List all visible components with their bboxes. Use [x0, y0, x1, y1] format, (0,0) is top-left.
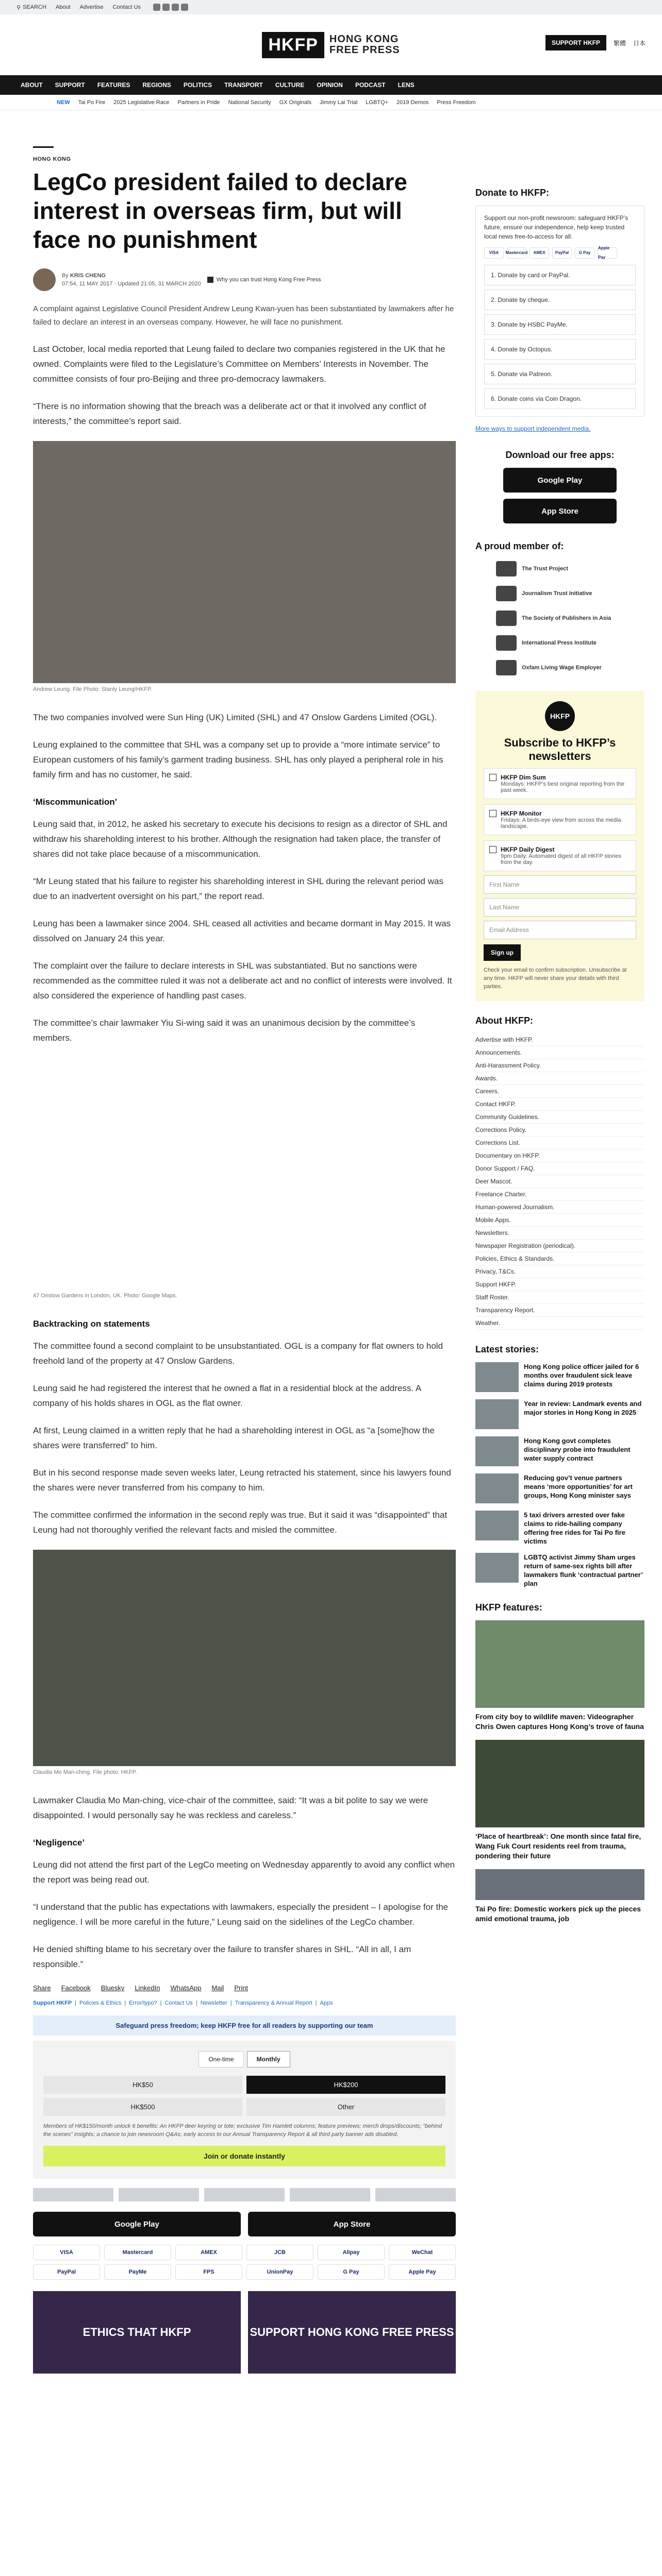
- paragraph: The committee’s chair lawmaker Yiu Si-wing said it was an unanimous decision by the committee’s members.: [33, 1018, 416, 1043]
- payment-logo: Mastercard: [104, 2245, 171, 2260]
- checkbox[interactable]: [489, 810, 496, 817]
- support-button[interactable]: SUPPORT HKFP: [545, 35, 606, 50]
- payment-logo: PayPal: [33, 2264, 100, 2280]
- byline-text: By KRIS CHENG 07:54, 11 MAY 2017 · Updated 21:05, 31 MARCH 2020: [62, 273, 201, 287]
- latest-story[interactable]: [475, 1436, 644, 1466]
- amount-option[interactable]: HK$200: [246, 2076, 445, 2094]
- donate-sidebar-box: [475, 206, 644, 417]
- latest-story[interactable]: [475, 1511, 644, 1546]
- visa-logo: VISA: [484, 247, 504, 259]
- badge-logo: [33, 2188, 113, 2201]
- story-title: Year in review: Landmark events and major stories in Hong Kong in 2025: [524, 1400, 642, 1416]
- nav-regions[interactable]: REGIONS: [142, 81, 171, 89]
- support-banner[interactable]: Safeguard press freedom; keep HKFP free for all readers by supporting our team: [33, 2015, 456, 2036]
- member-heading: A proud member of:: [475, 541, 564, 551]
- nav-podcast[interactable]: PODCAST: [355, 81, 386, 89]
- masthead-actions: [545, 35, 646, 50]
- support-promo[interactable]: SUPPORT HONG KONG FREE PRESS: [248, 2291, 456, 2374]
- story-thumbnail: [475, 1362, 519, 1392]
- payment-logo: JCB: [246, 2245, 313, 2260]
- author-avatar: [33, 268, 56, 291]
- paragraph: He denied shifting blame to his secretary over the failure to transfer shares in SHL. “All in all, I am responsible.”: [33, 1944, 411, 1969]
- signup-button[interactable]: Sign up: [484, 944, 521, 961]
- story-title: Hong Kong police officer jailed for 6 months over fraudulent sick leave claims during 2019 protests: [524, 1363, 639, 1388]
- about-link[interactable]: Support HKFP.: [475, 1278, 644, 1291]
- paypal-logo: PayPal: [552, 247, 572, 259]
- paragraph: “I understand that the public has expectations with lawmakers, especially the president – I apologise for the negligence. I will be more careful in the future,” Leung said on the sidelines of the LegCo chamber.: [33, 1902, 449, 1927]
- trend-link[interactable]: National Security: [228, 99, 271, 106]
- about-link[interactable]: Newsletters.: [475, 1227, 644, 1240]
- feature-image: [475, 1869, 644, 1900]
- trust-project-icon: [496, 561, 517, 577]
- payment-logo: Alipay: [318, 2245, 385, 2260]
- paragraph: Leung said that, in 2012, he asked his secretary to execute his decisions to resign as a director of SHL and withdraw his shareholding interest to his brother. Although the resignation had taken place, the transfer of shares did not take place because of a miscommunication.: [33, 819, 448, 859]
- feature-story[interactable]: [475, 1869, 644, 1924]
- feature-story[interactable]: [475, 1620, 644, 1732]
- story-thumbnail: [475, 1553, 519, 1583]
- hkfp-logo[interactable]: [262, 32, 400, 58]
- section-rule: [33, 146, 54, 148]
- feature-image: [475, 1740, 644, 1827]
- apps-heading: Download our free apps:: [505, 450, 615, 460]
- member-label: The Trust Project: [522, 566, 568, 572]
- badge-logo: [375, 2188, 456, 2201]
- donate-button[interactable]: Join or donate instantly: [43, 2146, 445, 2166]
- donate-option[interactable]: 4. Donate by Octopus.: [484, 339, 636, 360]
- latest-story[interactable]: [475, 1399, 644, 1429]
- ethics-promo[interactable]: ETHICS THAT HKFP: [33, 2291, 241, 2374]
- story-title: 5 taxi drivers arrested over fake claims to ride-hailing company offering free rides for Tai Po fire victims: [524, 1511, 625, 1545]
- latest-story[interactable]: [475, 1362, 644, 1392]
- share-bluesky[interactable]: Bluesky: [101, 1984, 125, 1992]
- payment-logo: PayMe: [104, 2264, 171, 2280]
- about-link[interactable]: Newspaper Registration (periodical).: [475, 1240, 644, 1252]
- donate-heading: Donate to HKFP:: [475, 188, 549, 198]
- trend-link[interactable]: Press Freedom: [437, 99, 476, 106]
- newsletter-note: Check your email to confirm subscription. Unsubscribe at any time. HKFP will never share your details with third parties.: [484, 967, 627, 990]
- member-item[interactable]: [496, 561, 644, 577]
- donate-option[interactable]: 1. Donate by card or PayPal.: [484, 265, 636, 285]
- byline: [33, 268, 456, 291]
- paragraph: But in his second response made seven weeks later, Leung retracted his statement, since his lawyers found the shares were never transferred from his company to him.: [33, 1468, 451, 1493]
- membership-note: Members of HK$150/month unlock 6 benefits: An HKFP deer keyring or tote; exclusive Tim Hamlett columns; feature previews; merch drops/discounts; “behind the scenes” insights; a chance to join newsroom Q&As; early access to our Annual Transparency Report & all third party banner ads disabled.: [43, 2123, 442, 2138]
- trend-link[interactable]: Partners in Pride: [177, 99, 220, 106]
- nav-lens[interactable]: LENS: [398, 81, 415, 89]
- subheading: ‘Miscommunication’: [33, 797, 118, 807]
- sidebar: [475, 188, 644, 1932]
- subheading: Backtracking on statements: [33, 1319, 150, 1329]
- gpay-logo: G Pay: [575, 247, 594, 259]
- footer-link[interactable]: Support HKFP: [33, 2000, 72, 2006]
- latest-story[interactable]: [475, 1553, 644, 1588]
- trend-link[interactable]: 2025 Legislative Race: [113, 99, 170, 106]
- trend-link[interactable]: Jimmy Lai Trial: [319, 99, 358, 106]
- footer-link[interactable]: Apps: [320, 2000, 333, 2006]
- payment-logo: VISA: [33, 2245, 100, 2260]
- about-link[interactable]: Deer Mascot.: [475, 1175, 644, 1188]
- mastercard-logo: Mastercard: [507, 247, 526, 259]
- donate-option[interactable]: 6. Donate coins via Coin Dragon.: [484, 388, 636, 409]
- member-label: International Press Institute: [522, 640, 597, 646]
- publish-date: 07:54, 11 MAY 2017: [62, 281, 113, 287]
- about-link[interactable]: Staff Roster.: [475, 1291, 644, 1304]
- nav-features[interactable]: FEATURES: [97, 81, 130, 89]
- newsletter-box: [475, 691, 644, 1001]
- payment-logo: WeChat: [389, 2245, 456, 2260]
- top-link-about[interactable]: About: [55, 4, 71, 10]
- badge-logo: [119, 2188, 199, 2201]
- about-link[interactable]: Corrections List.: [475, 1137, 644, 1149]
- about-list: [475, 1033, 644, 1330]
- article-footer-links: Support HKFP | Policies & Ethics | Error/typo? | Contact Us | Newsletter | Transparency & Annual Report | Apps: [33, 2000, 333, 2006]
- andrew-leung-photo: [33, 441, 456, 683]
- share-mail[interactable]: Mail: [211, 1984, 224, 1992]
- payment-methods: [33, 2245, 456, 2280]
- about-heading: About HKFP:: [475, 1015, 533, 1026]
- footer-link[interactable]: Transparency & Annual Report: [235, 2000, 312, 2006]
- article: [33, 146, 456, 2374]
- share-linkedin[interactable]: LinkedIn: [135, 1984, 160, 1992]
- donate-text: Support our non-profit newsroom: safeguard HKFP’s future, ensure our independence, help keep trusted local news free-to-access for all.: [484, 214, 628, 240]
- about-link[interactable]: Weather.: [475, 1317, 644, 1330]
- main-nav: [0, 75, 662, 95]
- youtube-icon[interactable]: [181, 4, 188, 11]
- feature-story[interactable]: [475, 1740, 644, 1861]
- about-link[interactable]: Donor Support / FAQ.: [475, 1162, 644, 1175]
- story-thumbnail: [475, 1473, 519, 1503]
- newsletter-option[interactable]: [484, 840, 636, 871]
- donate-options: [484, 265, 636, 409]
- story-title: LGBTQ activist Jimmy Sham urges return of same-sex rights bill after lawmakers flunk ‘contractual partner’ plan: [524, 1553, 643, 1587]
- payment-logo: AMEX: [175, 2245, 242, 2260]
- payment-logo: Apple Pay: [389, 2264, 456, 2280]
- about-link[interactable]: Contact HKFP.: [475, 1098, 644, 1111]
- author-name[interactable]: KRIS CHENG: [70, 273, 106, 279]
- paragraph: At first, Leung claimed in a written reply that he had a shareholding interest in OGL as “a [some]how the shares were transferred” to him.: [33, 1426, 435, 1450]
- instagram-icon[interactable]: [172, 4, 179, 11]
- checkbox[interactable]: [489, 846, 496, 853]
- masthead: [0, 14, 662, 75]
- promo-row: [33, 2291, 456, 2374]
- updated-date: Updated 21:05, 31 MARCH 2020: [118, 281, 201, 287]
- sopa-icon: [496, 611, 517, 626]
- trend-link[interactable]: LGBTQ+: [366, 99, 389, 106]
- about-link[interactable]: Human-powered Journalism.: [475, 1201, 644, 1214]
- badge-logo: [204, 2188, 285, 2201]
- donate-option[interactable]: 2. Donate by cheque.: [484, 290, 636, 310]
- checkbox[interactable]: [489, 774, 496, 781]
- payment-logo: UnionPay: [246, 2264, 313, 2280]
- about-link[interactable]: Corrections Policy.: [475, 1124, 644, 1137]
- paragraph: The committee found a second complaint to be unsubstantiated. OGL is a company for flat owners to hold freehold land of the property at 47 Onslow Gardens.: [33, 1341, 443, 1366]
- about-link[interactable]: Awards.: [475, 1072, 644, 1085]
- top-utility-bar: [0, 0, 662, 14]
- share-facebook[interactable]: Facebook: [61, 1984, 91, 1992]
- member-label: Journalism Trust Initiative: [522, 590, 592, 597]
- nl-desc: Fridays: A birds-eye view from across the media landscape.: [501, 817, 621, 829]
- about-link[interactable]: Anti-Harassment Policy.: [475, 1059, 644, 1072]
- about-link[interactable]: Freelance Charter.: [475, 1188, 644, 1201]
- about-link[interactable]: Advertise with HKFP.: [475, 1033, 644, 1046]
- logo-mark: HKFP: [262, 32, 324, 58]
- story-thumbnail: [475, 1399, 519, 1429]
- feature-title: From city boy to wildlife maven: Videographer Chris Owen captures Hong Kong’s trove of fauna: [475, 1713, 644, 1731]
- paragraph: Lawmaker Claudia Mo Man-ching, vice-chair of the committee, said: “It was a bit polite to say we were disappointed. I would personally say he was reckless and careless.”: [33, 1795, 428, 1820]
- nl-name: HKFP Daily Digest: [501, 846, 555, 853]
- payment-logo: G Pay: [318, 2264, 385, 2280]
- x-icon[interactable]: [162, 4, 170, 11]
- paragraph: The committee confirmed the information in the second reply was true. But it said it was “disappointed” that Leung had not thoroughly verified the relevant facts and misled the committee.: [33, 1510, 448, 1535]
- paragraph: “There is no information showing that the breach was a deliberate act or that it involved any conflict of interests,” the committee’s report said.: [33, 401, 426, 426]
- paragraph: The two companies involved were Sun Hing (UK) Limited (SHL) and 47 Onslow Gardens Limited (OGL).: [33, 713, 437, 722]
- app-store-button[interactable]: App Store: [248, 2212, 456, 2236]
- donate-option[interactable]: 3. Donate by HSBC PayMe.: [484, 314, 636, 335]
- jti-icon: [496, 586, 517, 601]
- more-ways-link[interactable]: More ways to support independent media.: [475, 425, 591, 432]
- nav-about[interactable]: ABOUT: [21, 81, 43, 89]
- nl-desc: Mondays: HKFP’s best original reporting from the past week.: [501, 781, 625, 793]
- feature-image: [475, 1620, 644, 1708]
- footer-link[interactable]: Contact Us: [164, 2000, 193, 2006]
- paragraph: Leung has been a lawmaker since 2004. SHL ceased all activities and became dormant in May 2015. It was dissolved on January 24 this year.: [33, 919, 451, 943]
- mini-payment-logos: [484, 247, 636, 259]
- donate-option[interactable]: 5. Donate via Patreon.: [484, 364, 636, 384]
- photo-caption: 47 Onslow Gardens in London, UK. Photo: Google Maps.: [33, 1293, 177, 1299]
- ipi-icon: [496, 635, 517, 651]
- donate-tabs: [43, 2051, 445, 2067]
- story-thumbnail: [475, 1436, 519, 1466]
- story-title: Hong Kong govt completes disciplinary probe into fraudulent water supply contract: [524, 1437, 631, 1462]
- photo-caption: Andrew Leung. File Photo: Stanly Leung/HKFP.: [33, 686, 152, 692]
- newsletter-heading: Subscribe to HKFP’s newsletters: [504, 736, 616, 762]
- member-badges-row: [33, 2188, 456, 2201]
- last-name-field[interactable]: Last Name: [484, 898, 636, 917]
- tab-one-time[interactable]: One-time: [198, 2051, 243, 2067]
- trust-icon: [207, 277, 213, 283]
- first-name-field[interactable]: First Name: [484, 875, 636, 894]
- about-link[interactable]: Community Guidelines.: [475, 1111, 644, 1124]
- share-print[interactable]: Print: [234, 1984, 249, 1992]
- applepay-logo: Apple Pay: [598, 247, 617, 259]
- subheading: ‘Negligence’: [33, 1838, 85, 1848]
- about-link[interactable]: Mobile Apps.: [475, 1214, 644, 1227]
- photo-caption: Claudia Mo Man-ching. File photo: HKFP.: [33, 1769, 137, 1775]
- footer-link[interactable]: Newsletter: [200, 2000, 227, 2006]
- member-item[interactable]: [496, 635, 644, 651]
- story-title: Reducing gov’t venue partners means ‘more opportunities’ for art groups, Hong Kong minister says: [524, 1474, 633, 1499]
- member-label: Oxfam Living Wage Employer: [522, 665, 602, 671]
- share-label[interactable]: Share: [33, 1984, 51, 1992]
- paragraph: The complaint over the failure to declare interests in SHL was substantiated. But no sanctions were recommended as the committee ruled it was not a deliberate act and no conflict of interests were involved. It also considered the experience of handling past cases.: [33, 961, 452, 1001]
- share-bar: [33, 1984, 456, 1992]
- features-heading: HKFP features:: [475, 1602, 542, 1613]
- member-item[interactable]: [496, 660, 644, 675]
- new-badge: NEW: [57, 99, 70, 106]
- amount-option[interactable]: HK$500: [43, 2098, 242, 2116]
- amount-option[interactable]: Other: [246, 2098, 445, 2116]
- lang-japanese-link[interactable]: 日本: [633, 39, 646, 47]
- amount-option[interactable]: HK$50: [43, 2076, 242, 2094]
- paragraph: Leung did not attend the first part of the LegCo meeting on Wednesday apparently to avoid any conflict when the report was being read out.: [33, 1860, 455, 1885]
- top-link-advertise[interactable]: Advertise: [79, 4, 104, 10]
- about-link[interactable]: Careers.: [475, 1085, 644, 1098]
- paragraph: Leung explained to the committee that SHL was a company set up to provide a “more intimate service” to European customers of his family’s garment trading business. SHL has only played a peripheral role in his family firm and has no customer, he said.: [33, 740, 443, 779]
- onslow-gardens-photo: [33, 1058, 456, 1290]
- latest-story[interactable]: [475, 1473, 644, 1503]
- member-label: The Society of Publishers in Asia: [522, 615, 611, 621]
- sidebar-app-store[interactable]: App Store: [503, 499, 617, 523]
- social-icons: [153, 4, 188, 11]
- payment-logo: FPS: [175, 2264, 242, 2280]
- google-play-button[interactable]: Google Play: [33, 2212, 241, 2236]
- paragraph: “Mr Leung stated that his failure to register his shareholding interest in SHL during the relevant period was due to an inadvertent oversight on his part,” the report read.: [33, 876, 443, 901]
- nl-name: HKFP Monitor: [501, 810, 542, 817]
- paragraph: Leung said he had registered the interest that he owned a flat in a residential block at the address. A company of his holds shares in OGL as the flat owner.: [33, 1383, 421, 1408]
- oxfam-icon: [496, 660, 517, 675]
- nl-desc: 9pm Daily: Automated digest of all HKFP stories from the day.: [501, 853, 621, 866]
- trust-label: Why you can trust Hong Kong Free Press: [216, 277, 321, 283]
- share-whatsapp[interactable]: WhatsApp: [170, 1984, 202, 1992]
- donate-widget: [33, 2041, 456, 2179]
- feature-title: ‘Place of heartbreak’: One month since fatal fire, Wang Fuk Court residents reel from trauma, pondering their future: [475, 1832, 641, 1860]
- article-title: LegCo president failed to declare interest in overseas firm, but will face no punishment: [33, 168, 407, 253]
- about-link[interactable]: Policies, Ethics & Standards.: [475, 1252, 644, 1265]
- about-link[interactable]: Transparency Report.: [475, 1304, 644, 1317]
- search-link[interactable]: ⚲ SEARCH: [16, 4, 46, 11]
- about-link[interactable]: Documentary on HKFP.: [475, 1149, 644, 1162]
- member-item[interactable]: [496, 611, 644, 626]
- sidebar-google-play[interactable]: Google Play: [503, 468, 617, 493]
- trend-link[interactable]: 2019 Demos: [396, 99, 429, 106]
- tab-monthly[interactable]: Monthly: [247, 2051, 290, 2067]
- feature-title: Tai Po fire: Domestic workers pick up the pieces amid emotional trauma, job: [475, 1905, 641, 1923]
- claudia-mo-photo: [33, 1550, 456, 1766]
- paragraph: A complaint against Legislative Council President Andrew Leung Kwan-yuen has been substantiated by lawmakers after he failed to declare an interest in an overseas company. However, he will face no punishment.: [33, 304, 454, 327]
- footer-link[interactable]: Error/typo?: [129, 2000, 157, 2006]
- email-field[interactable]: Email Address: [484, 921, 636, 939]
- search-label: SEARCH: [23, 4, 46, 10]
- trust-link[interactable]: [207, 277, 321, 283]
- nav-opinion[interactable]: OPINION: [317, 81, 343, 89]
- section-label[interactable]: HONG KONG: [33, 156, 71, 162]
- logo-text: [329, 34, 400, 56]
- amex-logo: AMEX: [529, 247, 549, 259]
- newsletter-option[interactable]: [484, 768, 636, 799]
- paragraph: Last October, local media reported that Leung failed to declare two companies registered in the UK that he owned. Complaints were filed to the Legislature’s Committee on Members’ Interests in November. The committee consists of four pro-Beijing and three pro-democracy lawmakers.: [33, 344, 445, 384]
- lang-chinese-link[interactable]: 繁體: [613, 39, 626, 47]
- logo-line1: HONG KONG: [329, 33, 399, 45]
- about-link[interactable]: Announcements.: [475, 1046, 644, 1059]
- nav-transport[interactable]: TRANSPORT: [224, 81, 263, 89]
- hkfp-badge-icon: HKFP: [545, 701, 575, 731]
- trend-link[interactable]: GX Originals: [279, 99, 311, 106]
- trending-bar: [0, 95, 662, 110]
- nav-support[interactable]: SUPPORT: [55, 81, 85, 89]
- nl-name: HKFP Dim Sum: [501, 774, 546, 781]
- app-store-row: [33, 2212, 456, 2236]
- about-link[interactable]: Privacy, T&Cs.: [475, 1265, 644, 1278]
- story-thumbnail: [475, 1511, 519, 1540]
- newsletter-option[interactable]: [484, 804, 636, 835]
- latest-heading: Latest stories:: [475, 1344, 539, 1354]
- trend-link[interactable]: Tai Po Fire: [78, 99, 106, 106]
- logo-line2: FREE PRESS: [329, 44, 400, 56]
- donate-amounts: [43, 2076, 445, 2116]
- top-link-contact[interactable]: Contact Us: [112, 4, 141, 10]
- nav-politics[interactable]: POLITICS: [183, 81, 212, 89]
- footer-link[interactable]: Policies & Ethics: [79, 2000, 122, 2006]
- badge-logo: [290, 2188, 370, 2201]
- facebook-icon[interactable]: [153, 4, 160, 11]
- nav-culture[interactable]: CULTURE: [275, 81, 305, 89]
- member-item[interactable]: [496, 586, 644, 601]
